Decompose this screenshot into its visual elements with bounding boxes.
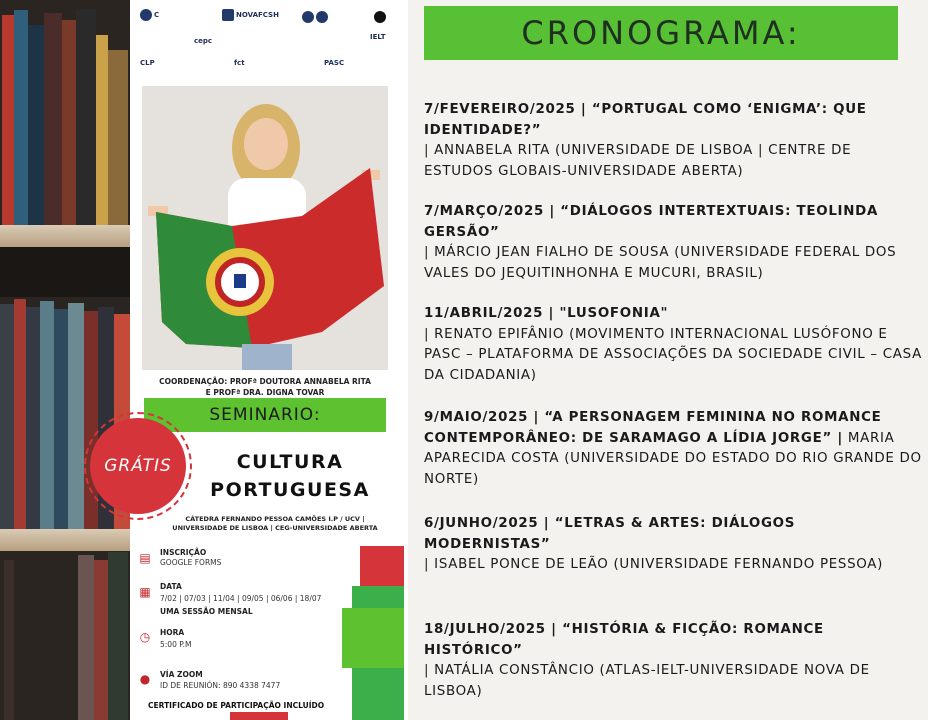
microphone-icon: ● <box>139 672 151 686</box>
schedule-entry <box>424 514 924 576</box>
entry-title: 9/MAIO/2025 | “A PERSONAGEM FEMININA NO ROMANCE CONTEMPORÂNEO: DE SARAMAGO A LÍDIA JORGE” | <box>424 410 882 446</box>
deco-block-red <box>230 712 288 720</box>
logo-pasc: PASC <box>324 59 345 67</box>
book-spine <box>14 10 28 225</box>
entry-title: 18/JULHO/2025 | “HISTÓRIA & FICÇÃO: ROMANCE HISTÓRICO” <box>424 622 824 658</box>
shelf-row-top <box>0 0 130 225</box>
data-value: 7/02 | 07/03 | 11/04 | 09/05 | 06/06 | 18/07 <box>160 594 322 603</box>
catedra-line-1: CÁTEDRA FERNANDO PESSOA CAMÕES I.P / UCV | <box>185 515 365 523</box>
certificate-text: CERTIFICADO DE PARTICIPAÇÃO INCLUÍDO <box>148 701 325 710</box>
schedule-entry <box>424 620 924 702</box>
entry-title: 7/MARÇO/2025 | “DIÁLOGOS INTERTEXTUAIS: TEOLINDA GERSÃO” <box>424 204 879 240</box>
seal-icon <box>302 11 314 23</box>
book-spine <box>76 9 96 225</box>
data-label: DATA <box>160 582 182 591</box>
logo-cepc: cepc <box>194 37 213 45</box>
seminar-poster <box>104 0 408 720</box>
book-spine <box>78 555 94 720</box>
book-spine <box>62 20 76 225</box>
book-spine <box>94 560 108 720</box>
partner-logos <box>138 6 400 78</box>
hora-value: 5:00 P.M <box>160 640 192 649</box>
schedule-entry <box>424 304 924 386</box>
logo-round <box>374 10 386 24</box>
book-spine <box>14 299 26 529</box>
logo-c: C <box>140 8 159 22</box>
entry-speaker: | ISABEL PONCE DE LEÃO (UNIVERSIDADE FERNANDO PESSOA) <box>424 557 884 572</box>
book-spine <box>68 303 84 529</box>
logo-fct: fct <box>234 59 245 67</box>
coordination-line-1: COORDENAÇÃO: PROFª DOUTORA ANNABELA RITA <box>159 377 371 386</box>
book-spine <box>44 13 62 225</box>
entry-speaker: | ANNABELA RITA (UNIVERSIDADE DE LISBOA | CENTRE DE ESTUDOS GLOBAIS-UNIVERSIDADE ABERTA) <box>424 143 852 179</box>
entry-speaker: | MÁRCIO JEAN FIALHO DE SOUSA (UNIVERSIDADE FEDERAL DOS VALES DO JEQUITINHONHA E MUCURI, BRASIL) <box>424 245 897 281</box>
seal-icon <box>316 11 328 23</box>
book-spine <box>108 50 128 225</box>
catedra-text <box>160 515 390 533</box>
deco-block-green <box>352 668 404 720</box>
seal-icon <box>374 11 386 23</box>
coordination-line-2: E PROFª DRA. DIGNA TOVAR <box>205 388 325 397</box>
schedule-entry <box>424 100 924 182</box>
logo-clp: CLP <box>140 59 155 67</box>
seal-icon <box>140 9 152 21</box>
shelf-plank <box>0 225 130 247</box>
entry-title: 6/JUNHO/2025 | “LETRAS & ARTES: DIÁLOGOS MODERNISTAS” <box>424 516 796 552</box>
logo-ielt: IELT <box>370 33 386 41</box>
deco-block-green <box>342 608 404 668</box>
logo-novafcsh: NOVAFCSH <box>222 8 279 22</box>
shelf-gap <box>0 247 130 297</box>
zoom-value: ID DE REUNIÓN: 890 4338 7477 <box>160 681 281 690</box>
deco-block-red <box>360 546 404 586</box>
deco-block-green <box>352 586 404 608</box>
shelf-plank <box>0 529 130 551</box>
entry-speaker: | RENATO EPIFÂNIO (MOVIMENTO INTERNACIONAL LUSÓFONO E PASC – PLATAFORMA DE ASSOCIAÇÕES DA SOCIEDADE CIVIL – CASA DA CIDADANIA) <box>424 326 922 383</box>
poster-title-line-2: PORTUGUESA <box>210 479 370 501</box>
square-icon <box>222 9 234 21</box>
catedra-line-2: UNIVERSIDADE DE LISBOA | CEG-UNIVERSIDADE ABERTA <box>172 524 378 532</box>
inscricao-value: GOOGLE FORMS <box>160 558 222 567</box>
zoom-label: VÍA ZOOM <box>160 670 203 679</box>
poster-title-line-1: CULTURA <box>236 451 344 473</box>
entry-title: 7/FEVEREIRO/2025 | “PORTUGAL COMO ‘ENIGMA’: QUE IDENTIDADE?” <box>424 102 867 138</box>
inscricao-label: INSCRIÇÃO <box>160 548 207 557</box>
book-spine <box>54 309 68 529</box>
clock-icon: ◷ <box>139 630 151 644</box>
schedule-entry <box>424 408 924 490</box>
book-spine <box>108 552 128 720</box>
entry-title: 11/ABRIL/2025 | "LUSOFONIA" <box>424 306 669 321</box>
book-spine <box>28 25 44 225</box>
schedule-entry <box>424 202 924 284</box>
schedule-panel <box>408 0 928 720</box>
book-spine <box>40 301 54 529</box>
photo-woman-with-flag <box>142 86 388 370</box>
book-spine <box>26 307 40 529</box>
free-badge: GRÁTIS <box>90 418 186 514</box>
seminar-label: SEMINARIO: <box>144 398 386 432</box>
calendar-icon: ▦ <box>139 585 151 599</box>
schedule-heading: CRONOGRAMA: <box>424 6 898 60</box>
hora-label: HORA <box>160 628 185 637</box>
form-icon: ▤ <box>139 551 151 565</box>
book-spine <box>4 560 14 720</box>
entry-speaker: MARIA APARECIDA COSTA (UNIVERSIDADE DO ESTADO DO RIO GRANDE DO NORTE) <box>424 430 922 487</box>
shelf-row-bottom <box>0 551 130 720</box>
bookshelf-image <box>0 0 130 720</box>
coordination-text <box>144 376 386 398</box>
book-spine <box>0 304 14 529</box>
entry-speaker: | NATÁLIA CONSTÂNCIO (ATLAS-IELT-UNIVERSIDADE NOVA DE LISBOA) <box>424 663 870 699</box>
sessao-text: UMA SESSÃO MENSAL <box>160 607 253 616</box>
book-spine <box>96 35 108 225</box>
logo-seal <box>302 10 328 24</box>
flag-illustration <box>142 86 388 370</box>
book-spine <box>2 15 14 225</box>
